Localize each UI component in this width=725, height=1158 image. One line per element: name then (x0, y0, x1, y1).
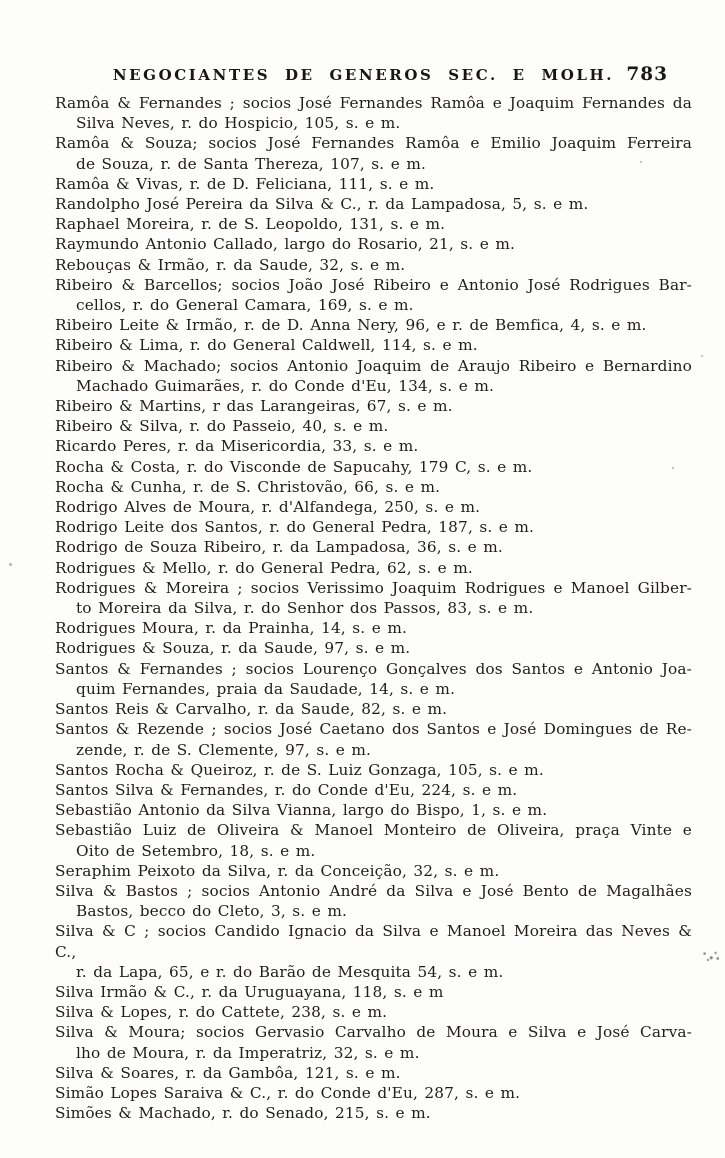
page-title: NEGOCIANTES DE GENEROS SEC. E MOLH. (112, 66, 615, 84)
entry-line: Rodrigues & Souza, r. da Saude, 97, s. e m. (55, 639, 411, 658)
page-number: 783 (626, 64, 668, 85)
entry-line: Ramôa & Souza; socios José Fernandes Ramôa e Emilio Joaquim Ferreira (55, 134, 692, 153)
entry-line: Rocha & Cunha, r. de S. Christovão, 66, s. e m. (55, 477, 441, 496)
entry-line: Ribeiro & Barcellos; socios João José Ribeiro e Antonio José Rodrigues Bar- (55, 275, 692, 294)
scan-smudge (698, 948, 720, 962)
directory-entry (55, 517, 692, 537)
entry-line: Silva & Bastos ; socios Antonio André da Silva e José Bento de Magalhães (55, 881, 692, 900)
scan-speck (701, 355, 703, 357)
entry-line: r. da Lapa, 65, e r. do Barão de Mesquita 54, s. e m. (76, 962, 504, 981)
directory-entry (55, 780, 692, 800)
entry-line: Silva & C ; socios Candido Ignacio da Silva e Manoel Moreira das Neves & C., (55, 922, 692, 961)
entry-line: Silva & Soares, r. da Gambôa, 121, s. e m. (55, 1063, 401, 1082)
scan-speck (9, 563, 12, 566)
entry-line: Ramôa & Fernandes ; socios José Fernandes Ramôa e Joaquim Fernandes da (55, 94, 692, 112)
entry-line: Rodrigo de Souza Ribeiro, r. da Lampadosa, 36, s. e m. (55, 538, 503, 557)
directory-entry (55, 1083, 692, 1103)
entry-line: Silva & Moura; socios Gervasio Carvalho de Moura e Silva e José Carva- (55, 1023, 692, 1042)
directory-entry (55, 133, 692, 173)
entry-line: Santos & Rezende ; socios José Caetano dos Santos e José Domingues de Re- (55, 720, 692, 739)
entry-line: lho de Moura, r. da Imperatriz, 32, s. e m. (76, 1043, 420, 1062)
entry-line: to Moreira da Silva, r. do Senhor dos Passos, 83, s. e m. (76, 599, 534, 618)
entry-line: Rebouças & Irmão, r. da Saude, 32, s. e m. (55, 255, 406, 274)
directory-entry (55, 315, 692, 335)
entry-line: Ricardo Peres, r. da Misericordia, 33, s. e m. (55, 437, 419, 456)
entry-line: Ribeiro & Lima, r. do General Caldwell, 114, s. e m. (55, 336, 478, 355)
directory-entry (55, 578, 692, 618)
directory-entry (55, 921, 692, 982)
directory-entry (55, 416, 692, 436)
directory-entry (55, 174, 692, 194)
entry-line: Seraphim Peixoto da Silva, r. da Conceição, 32, s. e m. (55, 861, 500, 880)
entry-line: Ribeiro Leite & Irmão, r. de D. Anna Nery, 96, e r. de Bemfica, 4, s. e m. (55, 316, 647, 335)
entry-line: Silva Neves, r. do Hospicio, 105, s. e m. (76, 114, 401, 133)
scan-speck (640, 161, 642, 163)
directory-entry (55, 618, 692, 638)
running-head (55, 66, 692, 90)
entry-line: Rodrigues Moura, r. da Prainha, 14, s. e m. (55, 619, 408, 638)
directory-list (55, 93, 692, 1123)
directory-entry (55, 719, 692, 759)
directory-entry (55, 477, 692, 497)
entry-line: Ribeiro & Machado; socios Antonio Joaquim de Araujo Ribeiro e Bernardino (55, 356, 692, 375)
entry-line: Santos Reis & Carvalho, r. da Saude, 82, s. e m. (55, 700, 448, 719)
scan-speck (672, 467, 674, 469)
entry-line: Simões & Machado, r. do Senado, 215, s. e m. (55, 1104, 431, 1123)
directory-entry (55, 214, 692, 234)
entry-line: Rodrigues & Moreira ; socios Verissimo Joaquim Rodrigues e Manoel Gilber- (55, 578, 692, 597)
directory-entry (55, 396, 692, 416)
directory-entry (55, 275, 692, 315)
directory-entry (55, 982, 692, 1002)
entry-line: Rodrigo Leite dos Santos, r. do General Pedra, 187, s. e m. (55, 518, 535, 537)
directory-entry (55, 356, 692, 396)
entry-line: Raphael Moreira, r. de S. Leopoldo, 131, s. e m. (55, 215, 446, 234)
entry-line: cellos, r. do General Camara, 169, s. e m. (76, 296, 414, 315)
directory-entry (55, 537, 692, 557)
directory-entry (55, 558, 692, 578)
directory-entry (55, 760, 692, 780)
directory-entry (55, 800, 692, 820)
entry-line: Sebastião Antonio da Silva Vianna, largo do Bispo, 1, s. e m. (55, 801, 548, 820)
entry-line: Oito de Setembro, 18, s. e m. (76, 841, 316, 860)
directory-entry (55, 436, 692, 456)
entry-line: Silva & Lopes, r. do Cattete, 238, s. e m. (55, 1003, 388, 1022)
directory-entry (55, 255, 692, 275)
entry-line: Raymundo Antonio Callado, largo do Rosario, 21, s. e m. (55, 235, 516, 254)
entry-line: zende, r. de S. Clemente, 97, s. e m. (76, 740, 372, 759)
directory-entry (55, 861, 692, 881)
directory-entry (55, 1002, 692, 1022)
directory-entry (55, 93, 692, 133)
entry-line: Bastos, becco do Cleto, 3, s. e m. (76, 902, 348, 921)
directory-entry (55, 881, 692, 921)
directory-entry (55, 335, 692, 355)
directory-entry (55, 1022, 692, 1062)
directory-entry (55, 497, 692, 517)
entry-line: Randolpho José Pereira da Silva & C., r. da Lampadosa, 5, s. e m. (55, 195, 589, 214)
entry-line: Silva Irmão & C., r. da Uruguayana, 118, s. e m (55, 982, 444, 1001)
entry-line: Rocha & Costa, r. do Visconde de Sapucahy, 179 C, s. e m. (55, 457, 533, 476)
entry-line: Ribeiro & Martins, r das Larangeiras, 67, s. e m. (55, 397, 453, 416)
entry-line: quim Fernandes, praia da Saudade, 14, s. e m. (76, 679, 456, 698)
entry-line: Rodrigo Alves de Moura, r. d'Alfandega, 250, s. e m. (55, 498, 481, 517)
directory-entry (55, 699, 692, 719)
entry-line: Ribeiro & Silva, r. do Passeio, 40, s. e m. (55, 417, 389, 436)
directory-entry (55, 820, 692, 860)
entry-line: Santos Silva & Fernandes, r. do Conde d'Eu, 224, s. e m. (55, 780, 518, 799)
entry-line: Rodrigues & Mello, r. do General Pedra, 62, s. e m. (55, 558, 473, 577)
directory-entry (55, 1063, 692, 1083)
entry-line: Machado Guimarães, r. do Conde d'Eu, 134, s. e m. (76, 376, 494, 395)
entry-line: Simão Lopes Saraiva & C., r. do Conde d'Eu, 287, s. e m. (55, 1083, 521, 1102)
entry-line: de Souza, r. de Santa Thereza, 107, s. e m. (76, 154, 427, 173)
directory-entry (55, 457, 692, 477)
directory-entry (55, 638, 692, 658)
entry-line: Sebastião Luiz de Oliveira & Manoel Monteiro de Oliveira, praça Vinte e (55, 821, 692, 840)
entry-line: Santos & Fernandes ; socios Lourenço Gonçalves dos Santos e Antonio Joa- (55, 659, 692, 678)
directory-entry (55, 659, 692, 699)
directory-entry (55, 234, 692, 254)
directory-entry (55, 1103, 692, 1123)
entry-line: Santos Rocha & Queiroz, r. de S. Luiz Gonzaga, 105, s. e m. (55, 760, 544, 779)
directory-entry (55, 194, 692, 214)
entry-line: Ramôa & Vivas, r. de D. Feliciana, 111, s. e m. (55, 174, 435, 193)
